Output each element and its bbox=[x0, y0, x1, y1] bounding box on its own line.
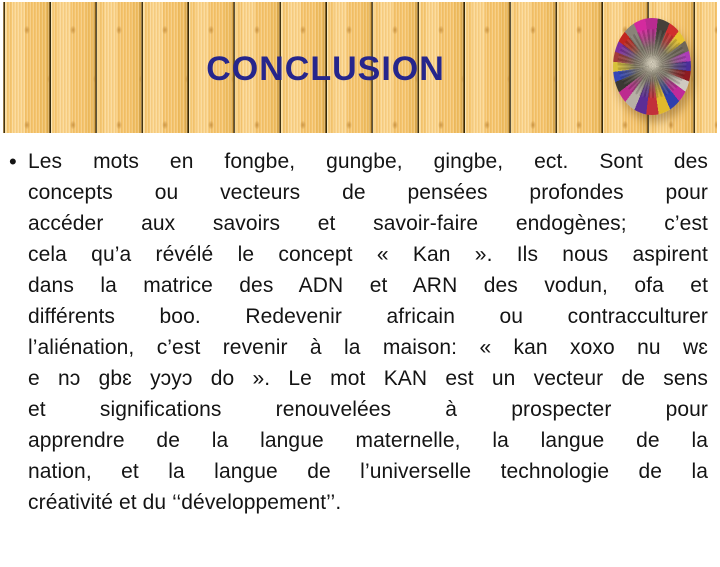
slide-title: CONCLUSION bbox=[206, 50, 445, 88]
umbrella-hub-shading bbox=[613, 18, 691, 115]
text-line: Les mots en fongbe, gungbe, gingbe, ect. Sont des bbox=[28, 150, 708, 173]
text-line: l’aliénation, c’est revenir à la maison: « kan xoxo nu wɛ bbox=[28, 336, 708, 359]
text-line: accéder aux savoirs et savoir-faire endogènes; c’est bbox=[28, 212, 708, 235]
text-line: concepts ou vecteurs de pensées profondes pour bbox=[28, 181, 708, 204]
slide-body bbox=[0, 133, 720, 567]
umbrella-icon bbox=[613, 18, 691, 115]
text-line: et significations renouvelées à prospecter pour bbox=[28, 398, 708, 421]
bullet-marker: • bbox=[9, 149, 17, 174]
text-line: apprendre de la langue maternelle, la langue de la bbox=[28, 429, 708, 452]
text-line: créativité et du ‘‘développement’’. bbox=[28, 491, 342, 514]
text-line: e nɔ gbɛ yɔyɔ do ». Le mot KAN est un vecteur de sens bbox=[28, 367, 708, 390]
conclusion-paragraph bbox=[28, 146, 708, 518]
text-line: nation, et la langue de l’universelle technologie de la bbox=[28, 460, 708, 483]
text-line: différents boo. Redevenir africain ou contracculturer bbox=[28, 305, 708, 328]
text-line: dans la matrice des ADN et ARN des vodun, ofa et bbox=[28, 274, 708, 297]
slide-header bbox=[3, 2, 717, 133]
text-line: cela qu’a révélé le concept « Kan ». Ils nous aspirent bbox=[28, 243, 708, 266]
